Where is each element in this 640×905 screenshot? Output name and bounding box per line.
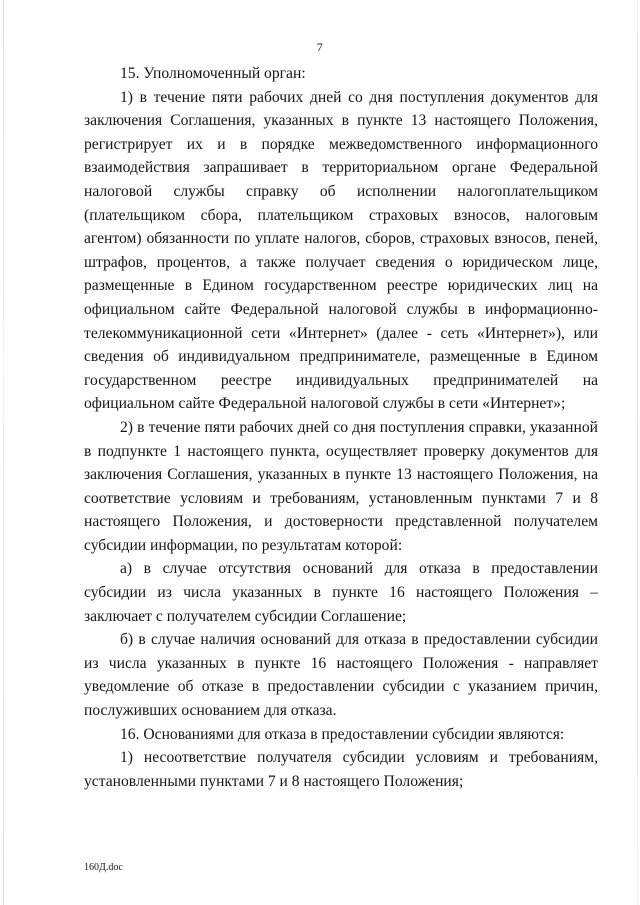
paragraph-16-item-1: 1) несоответствие получателя субсидии условиям и требованиям, установленными пунктами 7 и 8 настоящего Положения; (84, 749, 598, 790)
footer-filename: 160Д.doc (84, 862, 123, 873)
paragraph-15-heading: 15. Уполномоченный орган: (120, 65, 306, 82)
scan-edge-right (637, 0, 638, 905)
scan-edge-left (3, 0, 4, 905)
paragraph-15-item-2: 2) в течение пяти рабочих дней со дня поступления справки, указанной в подпункте 1 настоящего пункта, осуществляет проверку документов для заключения Соглашения, указанных в пункте 13 настоящего Положения, на соответствие условиям и требованиям, установленным пунктами 7 и 8 настоящего Положения, и достоверности представленной получателем субсидии информации, по результатам которой: (84, 418, 598, 554)
paragraph-15-item-1: 1) в течение пяти рабочих дней со дня поступления документов для заключения Соглашения, указанных в пункте 13 настоящего Положения, регистрирует их и в порядке межведомственного информационного взаимодействия запрашивает в территориальном органе Федеральной налоговой службы справку об исполнении налогоплательщиком (плательщиком сбора, плательщиком страховых взносов, налоговым агентом) обязанности по уплате налогов, сборов, страховых взносов, пеней, штрафов, процентов, а также получает сведения о юридическом лице, размещенные в Едином государственном реестре юридических лиц на официальном сайте Федеральной налоговой службы в информационно-телекоммуникационной сети «Интернет» (далее - сеть «Интернет»), или сведения об индивидуальном предпринимателе, размещенные в Едином государственном реестре индивидуальных предпринимателей на официальном сайте Федеральной налоговой службы в сети «Интернет»; (84, 88, 598, 413)
document-body (84, 62, 598, 793)
page-number: 7 (316, 40, 324, 54)
paragraph-15-item-2a: а) в случае отсутствия оснований для отказа в предоставлении субсидии из числа указанных в пункте 16 настоящего Положения – заключает с получателем субсидии Соглашение; (84, 560, 598, 625)
paragraph-15-item-2b: б) в случае наличия оснований для отказа в предоставлении субсидии из числа указанных в пункте 16 настоящего Положения - направляет уведомление об отказе в предоставлении субсидии с указанием причин, послуживших основанием для отказа. (84, 631, 598, 720)
paragraph-16-heading: 16. Основаниями для отказа в предоставлении субсидии являются: (120, 725, 565, 743)
